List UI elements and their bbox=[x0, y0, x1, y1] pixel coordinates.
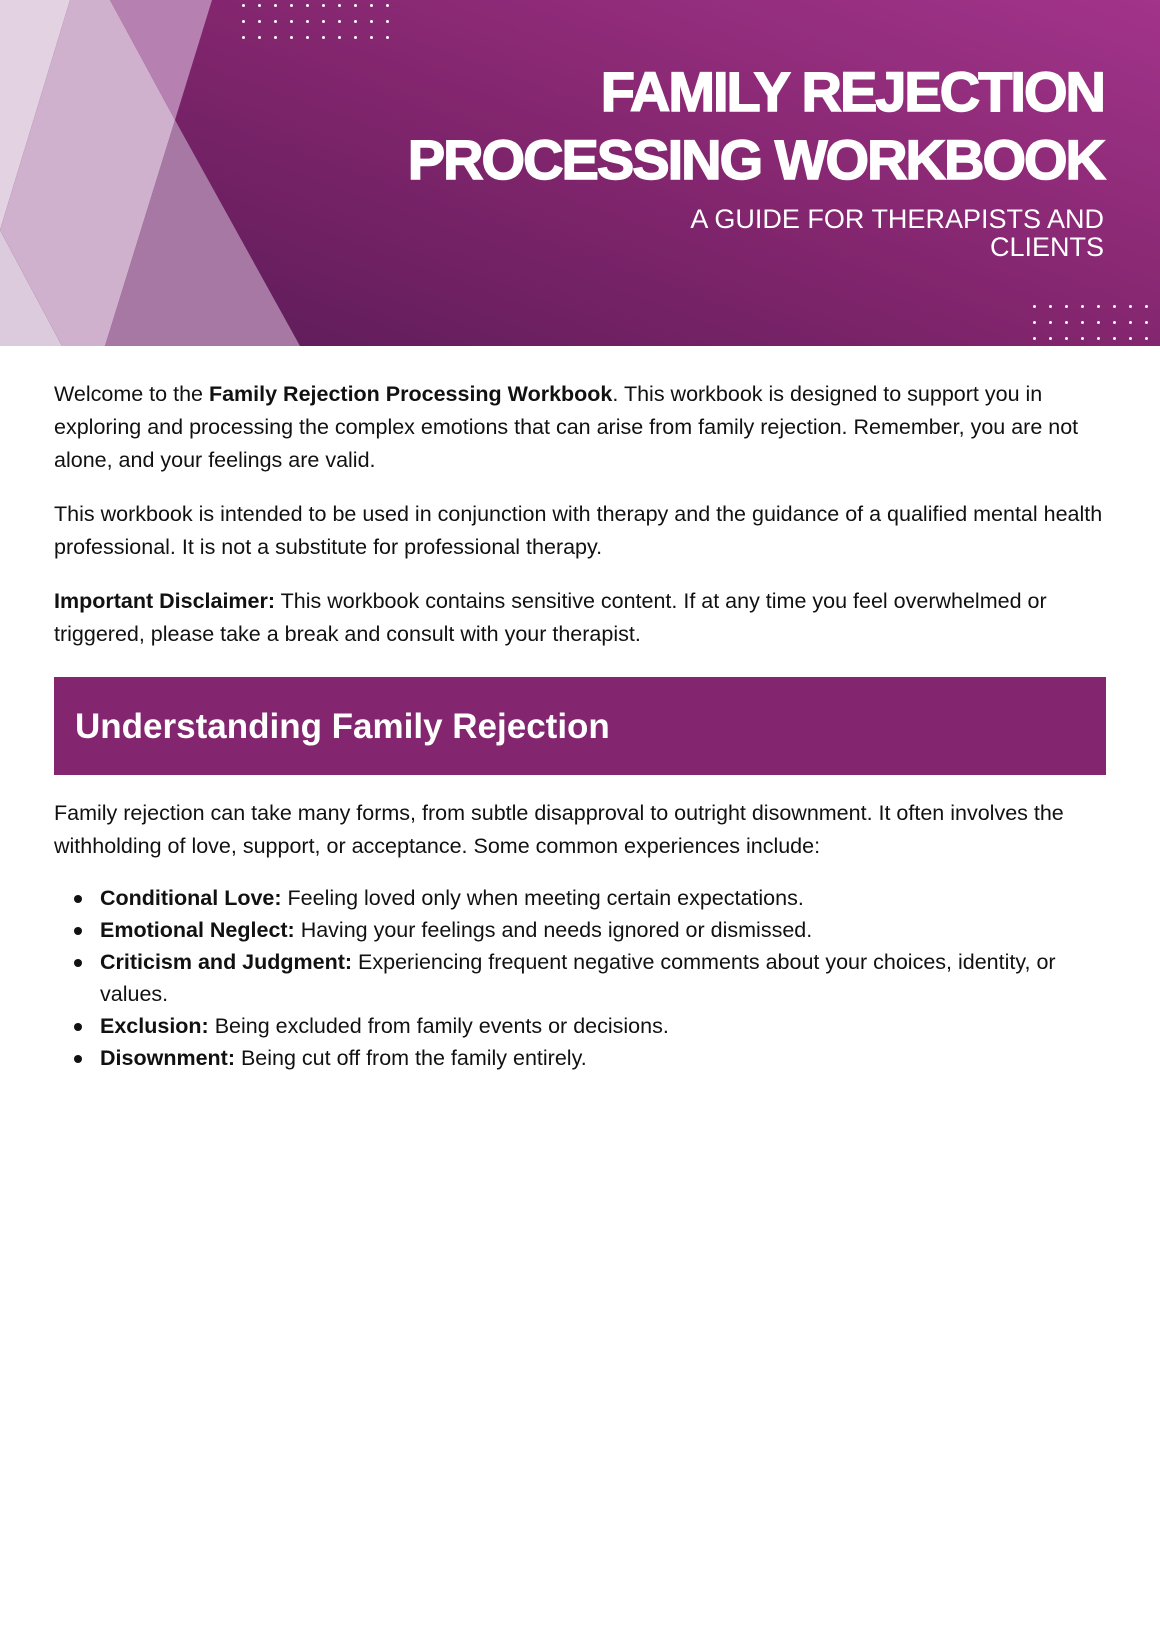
text: . This workbook is designed to support you in exploring and processing the complex emotions that can arise from family rejection. Remember, you are not alone, and your feelings are valid. bbox=[54, 382, 1079, 472]
workbook-name: Family Rejection Processing Workbook bbox=[208, 382, 613, 406]
list-item bbox=[54, 946, 1106, 1010]
desc: Feeling loved only when meeting certain expectations. bbox=[281, 886, 804, 910]
dot-pattern-bottom bbox=[1027, 299, 1155, 346]
list-item bbox=[54, 882, 1106, 914]
list-item bbox=[54, 914, 1106, 946]
dot-pattern-top bbox=[236, 0, 396, 46]
term: Exclusion: bbox=[100, 1014, 209, 1038]
desc: Experiencing frequent negative comments about your choices, identity, or values. bbox=[100, 950, 1056, 1006]
section-heading bbox=[54, 677, 1106, 775]
term: Disownment: bbox=[100, 1046, 235, 1070]
title-line-1: FAMILY REJECTION bbox=[600, 60, 1104, 123]
term: Emotional Neglect: bbox=[100, 918, 295, 942]
text: This workbook contains sensitive content. If at any time you feel overwhelmed or triggered, please take a break and consult with your therapist. bbox=[54, 589, 1047, 646]
desc: Being cut off from the family entirely. bbox=[234, 1046, 587, 1070]
desc: Having your feelings and needs ignored or dismissed. bbox=[294, 918, 813, 942]
term: Conditional Love: bbox=[100, 886, 282, 910]
intro-paragraph bbox=[54, 378, 1106, 477]
disclaimer-label: Important Disclaimer: bbox=[54, 589, 276, 613]
subtitle-text: A GUIDE FOR THERAPISTS AND CLIENTS bbox=[690, 204, 1104, 262]
experiences-list bbox=[54, 882, 1106, 1074]
section-paragraph: Family rejection can take many forms, from subtle disapproval to outright disownment. It often involves the withholding of love, support, or acceptance. Some common experiences include: bbox=[54, 801, 1064, 858]
desc: Being excluded from family events or decisions. bbox=[208, 1014, 669, 1038]
term: Criticism and Judgment: bbox=[100, 950, 353, 974]
subtitle bbox=[644, 205, 1104, 261]
header-banner bbox=[0, 0, 1160, 346]
usage-paragraph: This workbook is intended to be used in conjunction with therapy and the guidance of a qualified mental health professional. It is not a substitute for professional therapy. bbox=[54, 502, 1103, 559]
list-item bbox=[54, 1010, 1106, 1042]
section-heading-text: Understanding Family Rejection bbox=[75, 706, 610, 746]
text: Welcome to the bbox=[54, 382, 209, 406]
disclaimer-paragraph bbox=[54, 585, 1106, 651]
title-line-2: PROCESSING WORKBOOK bbox=[407, 128, 1104, 191]
list-item bbox=[54, 1042, 1106, 1074]
main-content bbox=[54, 378, 1106, 1074]
page-title bbox=[408, 58, 1104, 194]
